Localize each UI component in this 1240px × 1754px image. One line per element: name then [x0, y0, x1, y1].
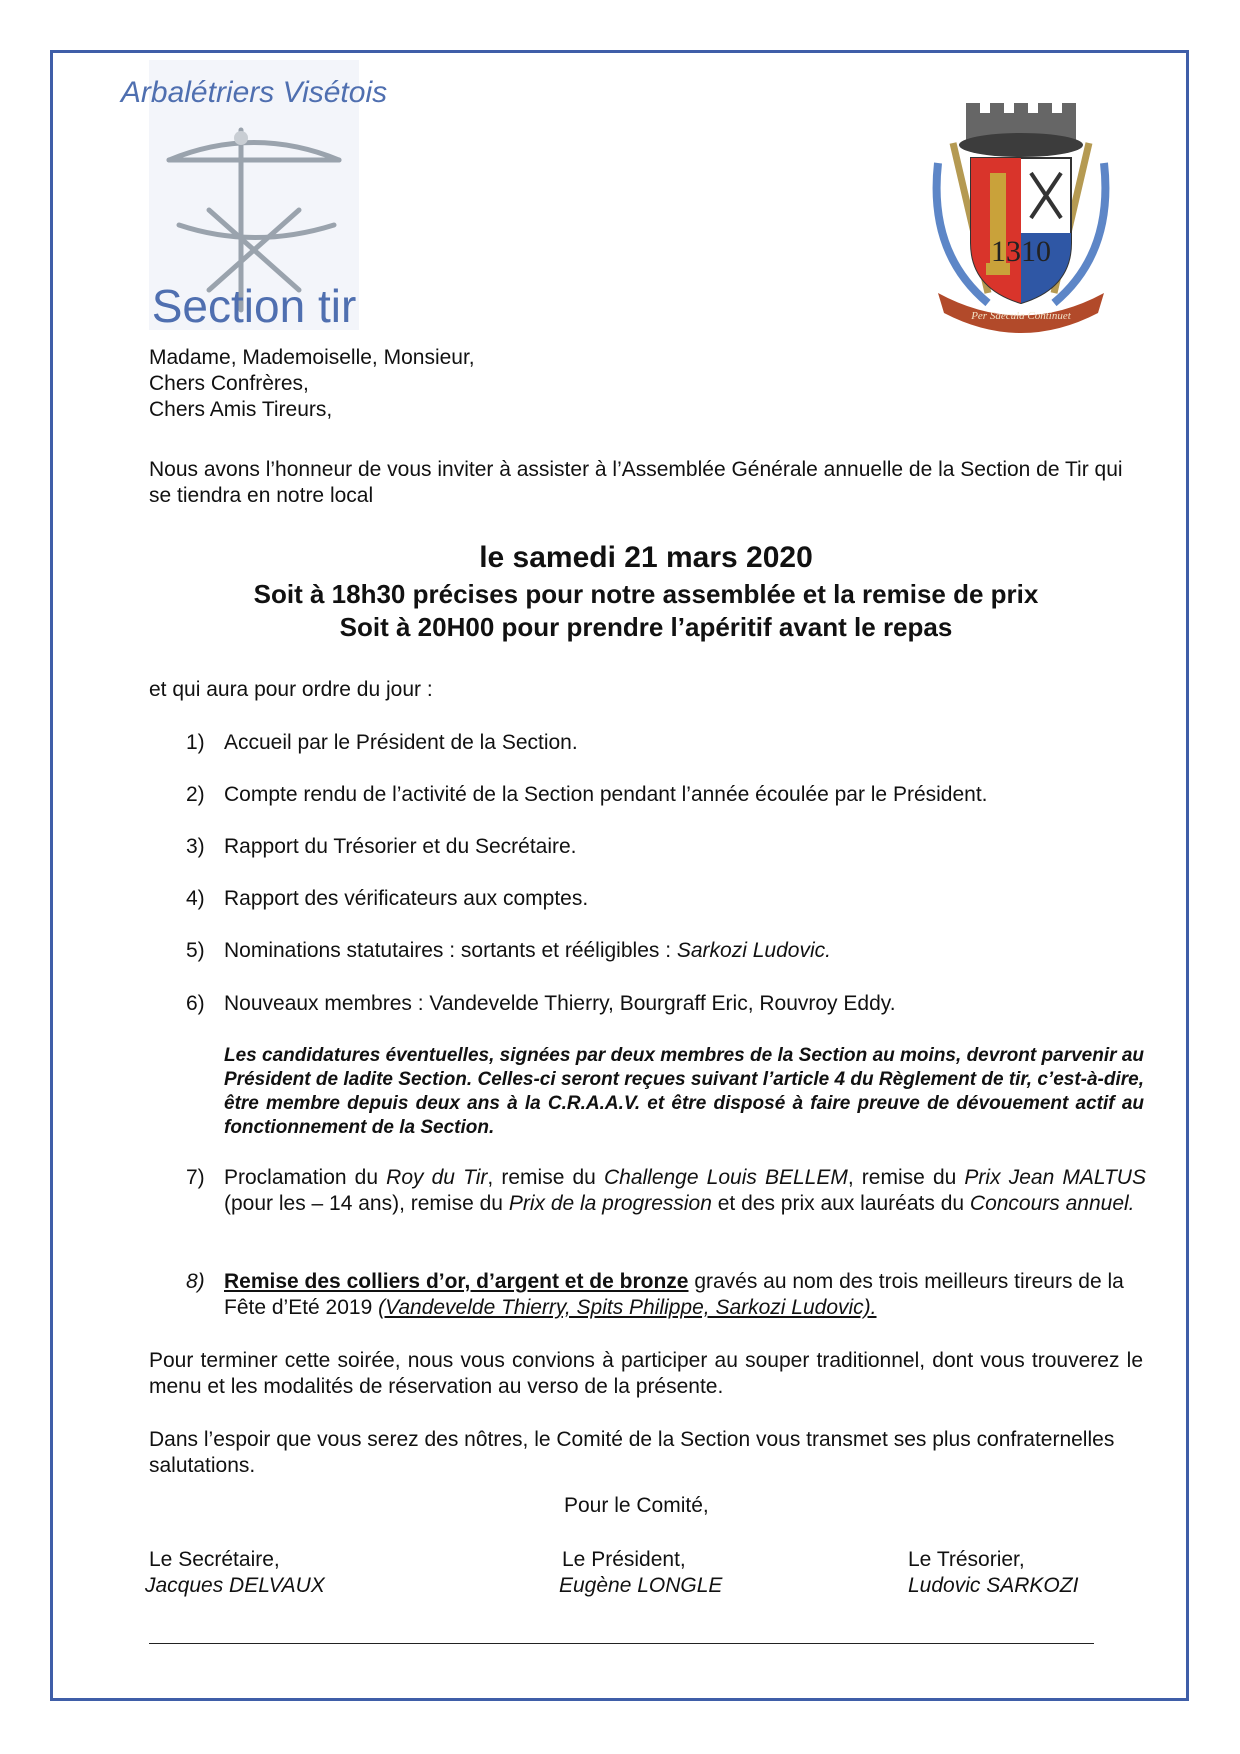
item7-text: (pour les – 14 ans), remise du: [224, 1192, 509, 1215]
agenda-item-text: Rapport du Trésorier et du Secrétaire.: [224, 835, 577, 858]
agenda-item-7-number: 7): [186, 1166, 205, 1189]
section-tir-logo: [120, 60, 388, 332]
agenda-item-number: 5): [186, 939, 205, 962]
item7-italic: Challenge Louis BELLEM: [603, 1166, 848, 1189]
agenda-item-3: [186, 834, 1146, 860]
president-role: Le Président,: [562, 1548, 686, 1571]
arms-year: 1310: [991, 235, 1051, 268]
item7-italic: Roy du Tir: [386, 1166, 488, 1189]
agenda-item-text: Rapport des vérificateurs aux comptes.: [224, 887, 589, 910]
salutation-line-1: Madame, Mademoiselle, Monsieur,: [149, 346, 475, 369]
agenda-item-italic: Sarkozi Ludovic.: [676, 939, 831, 962]
item7-text: , remise du: [847, 1166, 965, 1189]
item7-italic: Prix de la progression: [508, 1192, 712, 1215]
closing-paragraph-2: Dans l’espoir que vous serez des nôtres, le Comité de la Section vous transmet ses plus confraternelles salutations.: [149, 1428, 1115, 1477]
agenda-item-8-number: 8): [186, 1270, 205, 1293]
secretaire-name: Jacques DELVAUX: [145, 1574, 325, 1597]
agenda-item-8: [224, 1269, 1146, 1321]
agenda-item-number: 3): [186, 835, 205, 858]
event-date: le samedi 21 mars 2020: [479, 541, 813, 574]
item7-text: Proclamation du: [224, 1166, 387, 1189]
candidature-note: Les candidatures éventuelles, signées par deux membres de la Section au moins, devront parvenir au Président de ladite Section. Celles-ci seront reçues suivant l’article 4 du Règlement de tir, c’est-à-dire, être membre depuis deux ans à la C.R.A.A.V. et être disposé à faire preuve de dévouement actif au fonctionnement de la Section.: [224, 1045, 1144, 1138]
item7-italic: Concours annuel.: [969, 1192, 1135, 1215]
agenda-item-1: [186, 730, 1146, 756]
item8-italic: (Vandevelde Thierry, Spits Philippe, Sarkozi Ludovic).: [378, 1296, 877, 1319]
agenda-item-7: [224, 1165, 1146, 1217]
tresorier-role: Le Trésorier,: [908, 1548, 1025, 1571]
agenda-item-text: Compte rendu de l’activité de la Section pendant l’année écoulée par le Président.: [224, 783, 988, 806]
salutation-line-3: Chers Amis Tireurs,: [149, 398, 333, 421]
agenda-item-5: [186, 938, 1146, 964]
agenda-item-number: 6): [186, 992, 205, 1015]
coat-of-arms-logo: [928, 103, 1114, 335]
bottom-rule: [149, 1643, 1094, 1644]
item8-bold: Remise des colliers d’or, d’argent et de bronze: [224, 1270, 689, 1293]
agenda-item-2: [186, 782, 1146, 808]
agenda-item-text: Nominations statutaires : sortants et rééligibles :: [224, 939, 677, 962]
pour-le-comite: Pour le Comité,: [564, 1494, 709, 1517]
item8-text: gravés au nom des trois meilleurs tireurs de la Fête d’Eté 2019: [224, 1270, 1124, 1319]
agenda-item-6: [186, 991, 1146, 1017]
event-line-2: Soit à 20H00 pour prendre l’apéritif avant le repas: [339, 612, 953, 642]
agenda-item-number: 1): [186, 731, 205, 754]
logo-top-text: Arbalétriers Visétois: [120, 76, 388, 109]
arms-motto: Per Saecula Continuet: [971, 310, 1071, 322]
item7-text: et des prix aux lauréats du: [711, 1192, 970, 1215]
item7-italic: Prix Jean MALTUS: [964, 1166, 1146, 1189]
secretaire-role: Le Secrétaire,: [149, 1548, 280, 1571]
tresorier-name: Ludovic SARKOZI: [908, 1574, 1079, 1597]
intro-paragraph: Nous avons l’honneur de vous inviter à assister à l’Assemblée Générale annuelle de la Section de Tir qui se tiendra en notre local: [149, 458, 1123, 507]
agenda-item-text: Nouveaux membres : Vandevelde Thierry, Bourgraff Eric, Rouvroy Eddy.: [224, 992, 896, 1015]
president-name: Eugène LONGLE: [559, 1574, 723, 1597]
item7-text: , remise du: [487, 1166, 604, 1189]
event-line-1: Soit à 18h30 précises pour notre assemblée et la remise de prix: [253, 579, 1039, 609]
agenda-item-number: 4): [186, 887, 205, 910]
agenda-item-4: [186, 886, 1146, 912]
logo-bottom-text: Section tir: [151, 280, 357, 332]
salutation-line-2: Chers Confrères,: [149, 372, 309, 395]
agenda-intro: et qui aura pour ordre du jour :: [149, 678, 433, 701]
agenda-item-number: 2): [186, 783, 205, 806]
agenda-item-text: Accueil par le Président de la Section.: [224, 731, 578, 754]
closing-paragraph-1: Pour terminer cette soirée, nous vous convions à participer au souper traditionnel, dont vous trouverez le menu et les modalités de réservation au verso de la présente.: [149, 1349, 1143, 1398]
